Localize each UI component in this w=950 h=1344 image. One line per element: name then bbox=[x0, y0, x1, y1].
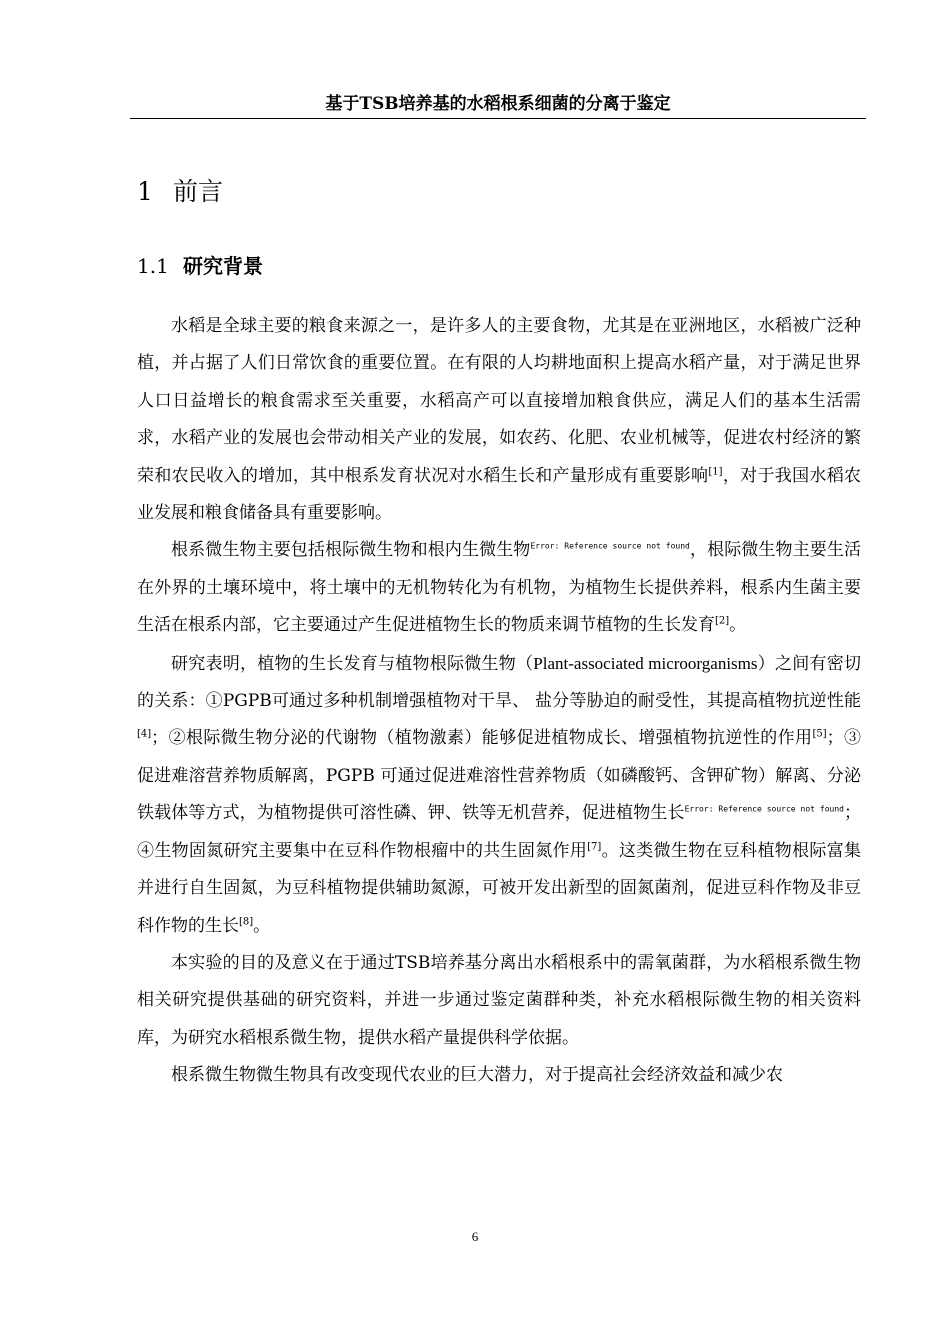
paragraph-text: ；②根际微生物分泌的代谢物（植物激素）能够促进植物成长、增强植物抗逆性的作用 bbox=[151, 728, 813, 749]
paragraph-text: 研究表明，植物的生长发育与植物根际微生物（ bbox=[171, 653, 534, 674]
subsection-heading bbox=[137, 251, 263, 281]
body-text bbox=[137, 308, 861, 1095]
paragraph-text: 根系微生物主要包括根际微生物和根内生微生物 bbox=[171, 540, 531, 561]
citation: [4] bbox=[137, 728, 152, 740]
citation: [2] bbox=[715, 615, 730, 627]
citation: [8] bbox=[239, 915, 254, 927]
paragraph-4: 本实验的目的及意义在于通过TSB培养基分离出水稻根系中的需氧菌群，为水稻根系微生物相关研究提供基础的研究资料，并进一步通过鉴定菌群种类，补充水稻根际微生物的相关资料库，为研究水稻根系微生物，提供水稻产量提供科学依据。 bbox=[137, 952, 861, 1048]
paragraph-text: 。 bbox=[729, 615, 747, 636]
paragraph-2 bbox=[137, 532, 861, 644]
paragraph-text: ）之间有密切的关系：①PGPB可通过多种机制增强植物对干旱、 盐分等胁迫的耐受性，其提高植物抗逆性能 bbox=[137, 653, 862, 712]
section-title: 前言 bbox=[173, 177, 224, 206]
paragraph-text: ；④生物固氮研究主要集中在豆科作物根瘤中的共生固氮作用 bbox=[137, 803, 862, 861]
paragraph-text: 。 bbox=[253, 915, 271, 936]
paragraph-3 bbox=[137, 645, 861, 945]
subsection-number: 1.1 bbox=[137, 254, 169, 278]
citation: [7] bbox=[587, 841, 602, 853]
paragraph-text: 水稻是全球主要的粮食来源之一，是许多人的主要食物，尤其是在亚洲地区，水稻被广泛种植，并占据了人们日常饮食的重要位置。在有限的人均耕地面积上提高水稻产量，对于满足世界人口日益增长的粮食需求至关重要，水稻高产可以直接增加粮食供应，满足人们的基本生活需求，水稻产业的发展也会带动相关产业的发展，如农药、化肥、农业机械等，促进农村经济的繁荣和农民收入的增加，其中根系发育状况对水稻生长和产量形成有重要影响 bbox=[137, 316, 861, 486]
citation: [1] bbox=[708, 465, 723, 477]
paragraph-5: 根系微生物微生物具有改变现代农业的巨大潜力，对于提高社会经济效益和减少农 bbox=[171, 1065, 783, 1086]
page-number: 6 bbox=[471, 1229, 479, 1244]
subsection-title: 研究背景 bbox=[183, 254, 263, 278]
citation: [5] bbox=[812, 728, 827, 740]
paragraph-1 bbox=[137, 308, 861, 532]
paragraph-text: 。这类微生物在豆科植物根际富集并进行自生固氮，为豆科植物提供辅助氮源，可被开发出新型的固氮菌剂，促进豆科作物及非豆科作物的生长 bbox=[137, 840, 862, 936]
section-heading bbox=[137, 175, 223, 209]
reference-error: Error: Reference source not found bbox=[684, 804, 845, 814]
reference-error: Error: Reference source not found bbox=[530, 541, 690, 551]
section-number: 1 bbox=[137, 177, 153, 206]
paragraph-text: ，对于我国水稻农业发展和粮食储备具有重要影响。 bbox=[137, 465, 862, 524]
running-header: 基于TSB培养基的水稻根系细菌的分离于鉴定 bbox=[130, 92, 866, 119]
paragraph-text: ；③促进难溶营养物质解离，PGPB 可通过促进难溶性营养物质（如磷酸钙、含钾矿物）解离、分泌铁载体等方式，为植物提供可溶性磷、钾、铁等无机营养，促进植物生长 bbox=[137, 728, 862, 824]
paragraph-text: ，根际微生物主要生活在外界的土壤环境中，将土壤中的无机物转化为有机物，为植物生长提供养料，根系内生菌主要生活在根系内部，它主要通过产生促进植物生长的物质来调节植物的生长发育 bbox=[137, 540, 861, 636]
latin-term: Plant-associated microorganisms bbox=[533, 653, 758, 673]
